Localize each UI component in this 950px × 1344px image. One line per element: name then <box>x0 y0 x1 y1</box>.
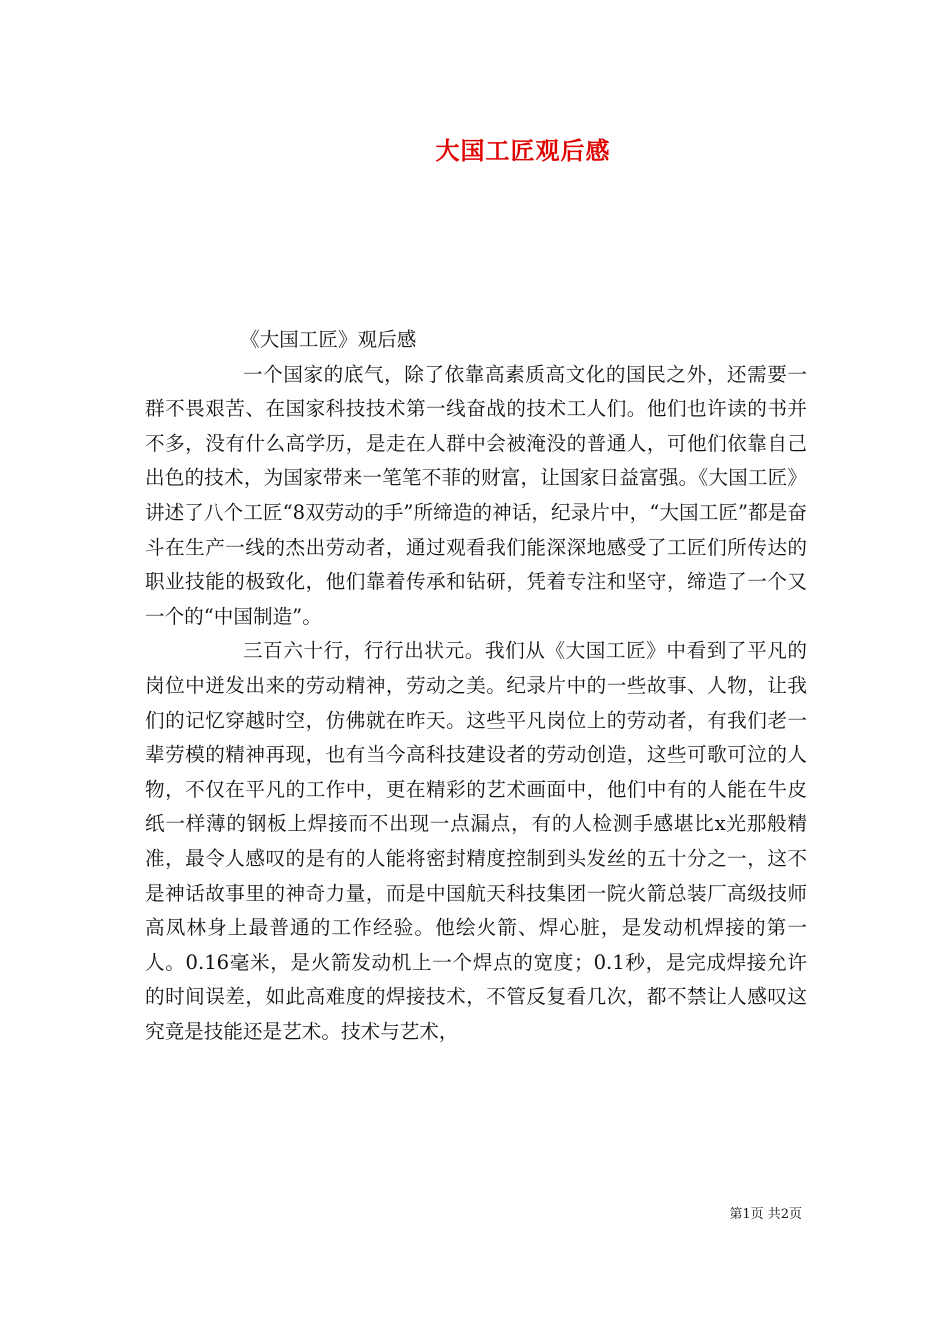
paragraph-1: 一个国家的底气，除了依靠高素质高文化的国民之外，还需要一群不畏艰苦、在国家科技技术第一线奋战的技术工人们。他们也许读的书并不多，没有什么高学历，是走在人群中会被淹没的普通人，可他们依靠自己出色的技术，为国家带来一笔笔不菲的财富，让国家日益富强。《大国工匠》讲述了八个工匠“8双劳动的手”所缔造的神话，纪录片中，“大国工匠”都是奋斗在生产一线的杰出劳动者，通过观看我们能深深地感受了工匠们所传达的职业技能的极致化，他们靠着传承和钻研，凭着专注和坚守，缔造了一个又一个的“中国制造”。 <box>145 362 807 628</box>
page-footer: 第1页 共2页 <box>729 1207 802 1222</box>
document-body <box>145 323 807 1049</box>
document-subtitle: 《大国工匠》观后感 <box>240 328 417 351</box>
paragraph-2: 三百六十行，行行出状元。我们从《大国工匠》中看到了平凡的岗位中迸发出来的劳动精神，劳动之美。纪录片中的一些故事、人物，让我们的记忆穿越时空，仿佛就在昨天。这些平凡岗位上的劳动者，有我们老一辈劳模的精神再现，也有当今高科技建设者的劳动创造，这些可歌可泣的人物，不仅在平凡的工作中，更在精彩的艺术画面中，他们中有的人能在牛皮纸一样薄的钢板上焊接而不出现一点漏点，有的人检测手感堪比x光那般精准，最令人感叹的是有的人能将密封精度控制到头发丝的五十分之一，这不是神话故事里的神奇力量，而是中国航天科技集团一院火箭总装厂高级技师高凤林身上最普通的工作经验。他绘火箭、焊心脏，是发动机焊接的第一人。0.16毫米，是火箭发动机上一个焊点的宽度；0.1秒，是完成焊接允许的时间误差，如此高难度的焊接技术，不管反复看几次，都不禁让人感叹这究竟是技能还是艺术。技术与艺术， <box>145 639 807 1043</box>
document-title: 大国工匠观后感 <box>435 136 611 165</box>
